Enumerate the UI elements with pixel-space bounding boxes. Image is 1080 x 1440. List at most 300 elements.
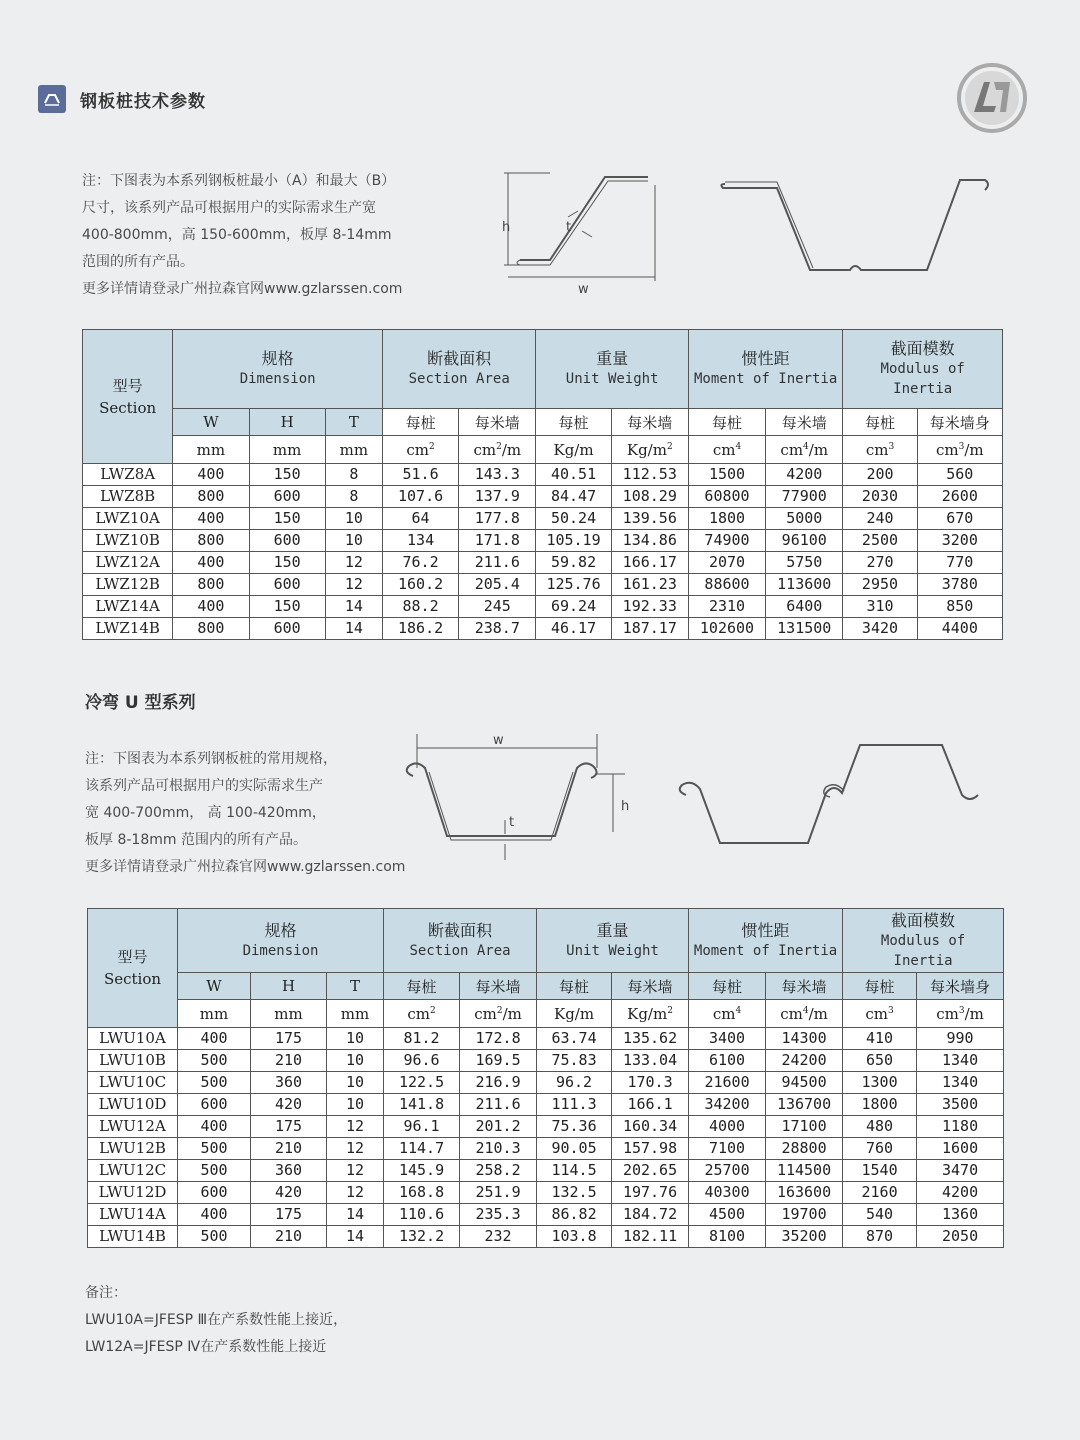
value-cell: 35200 bbox=[766, 1226, 843, 1248]
value-cell: 51.6 bbox=[382, 464, 458, 486]
model-cell: LWU12D bbox=[88, 1182, 178, 1204]
value-cell: 5750 bbox=[766, 552, 843, 574]
value-cell: 10 bbox=[327, 1094, 384, 1116]
section-header bbox=[38, 85, 206, 113]
value-cell: 12 bbox=[327, 1182, 384, 1204]
value-cell: 103.8 bbox=[537, 1226, 612, 1248]
footnote-line: 备注： bbox=[85, 1285, 127, 1301]
unit-cell: $cm^2$ bbox=[382, 436, 458, 464]
z-unit-row bbox=[83, 436, 1003, 464]
value-cell: 800 bbox=[173, 618, 249, 640]
unit-cell: $cm^4/m$ bbox=[766, 436, 843, 464]
value-cell: 2050 bbox=[917, 1226, 1004, 1248]
value-cell: 150 bbox=[249, 596, 325, 618]
table-row bbox=[88, 1050, 1004, 1072]
sub-header-cell: 每米墙 bbox=[460, 973, 537, 1000]
value-cell: 400 bbox=[173, 552, 249, 574]
dimension-header-cell: 规格 Dimension bbox=[173, 330, 383, 409]
value-cell: 600 bbox=[249, 530, 325, 552]
sub-header-cell: T bbox=[325, 409, 382, 436]
value-cell: 59.82 bbox=[536, 552, 611, 574]
value-cell: 96.6 bbox=[384, 1050, 460, 1072]
value-cell: 10 bbox=[325, 508, 382, 530]
value-cell: 251.9 bbox=[460, 1182, 537, 1204]
value-cell: 12 bbox=[327, 1160, 384, 1182]
value-cell: 134 bbox=[382, 530, 458, 552]
value-cell: 258.2 bbox=[460, 1160, 537, 1182]
value-cell: 420 bbox=[251, 1182, 327, 1204]
value-cell: 114500 bbox=[766, 1160, 843, 1182]
unit-cell: mm bbox=[325, 436, 382, 464]
value-cell: 270 bbox=[843, 552, 917, 574]
value-cell: 192.33 bbox=[611, 596, 688, 618]
value-cell: 150 bbox=[249, 508, 325, 530]
value-cell: 200 bbox=[843, 464, 917, 486]
value-cell: 160.2 bbox=[382, 574, 458, 596]
value-cell: 113600 bbox=[766, 574, 843, 596]
value-cell: 400 bbox=[173, 596, 249, 618]
u-series-note bbox=[85, 746, 405, 881]
dimension-header-cell: 规格 Dimension bbox=[178, 909, 384, 973]
value-cell: 1340 bbox=[917, 1050, 1004, 1072]
sub-header-cell: T bbox=[327, 973, 384, 1000]
value-cell: 8 bbox=[325, 486, 382, 508]
footnote bbox=[85, 1280, 347, 1361]
value-cell: 161.23 bbox=[611, 574, 688, 596]
sub-header-cell: 每米墙 bbox=[766, 973, 843, 1000]
value-cell: 74900 bbox=[688, 530, 765, 552]
unit-cell: $cm^4$ bbox=[688, 436, 765, 464]
model-cell: LWU10B bbox=[88, 1050, 178, 1072]
sub-header-cell: 每桩 bbox=[688, 409, 765, 436]
value-cell: 14 bbox=[325, 618, 382, 640]
value-cell: 163600 bbox=[766, 1182, 843, 1204]
table-row bbox=[88, 1116, 1004, 1138]
larssen-logo bbox=[956, 62, 1028, 134]
value-cell: 21600 bbox=[689, 1072, 766, 1094]
value-cell: 205.4 bbox=[459, 574, 536, 596]
value-cell: 560 bbox=[917, 464, 1002, 486]
sub-header-cell: 每桩 bbox=[843, 409, 917, 436]
value-cell: 177.8 bbox=[459, 508, 536, 530]
value-cell: 122.5 bbox=[384, 1072, 460, 1094]
value-cell: 210 bbox=[251, 1138, 327, 1160]
value-cell: 760 bbox=[843, 1138, 917, 1160]
value-cell: 169.5 bbox=[460, 1050, 537, 1072]
value-cell: 1300 bbox=[843, 1072, 917, 1094]
sub-header-cell: 每桩 bbox=[843, 973, 917, 1000]
note-line: 板厚 8-18mm 范围内的所有产品。 bbox=[85, 832, 307, 848]
value-cell: 800 bbox=[173, 530, 249, 552]
u-series-table-body bbox=[88, 1028, 1004, 1248]
z-profile-dimension-diagram bbox=[490, 165, 670, 300]
value-cell: 400 bbox=[178, 1028, 251, 1050]
model-cell: LWZ8B bbox=[83, 486, 173, 508]
value-cell: 211.6 bbox=[459, 552, 536, 574]
modulus-header-cell: 截面模数 Modulus of Inertia bbox=[843, 330, 1003, 409]
value-cell: 94500 bbox=[766, 1072, 843, 1094]
value-cell: 235.3 bbox=[460, 1204, 537, 1226]
table-row bbox=[88, 1094, 1004, 1116]
value-cell: 133.04 bbox=[612, 1050, 689, 1072]
value-cell: 240 bbox=[843, 508, 917, 530]
model-cell: LWU12C bbox=[88, 1160, 178, 1182]
value-cell: 114.7 bbox=[384, 1138, 460, 1160]
value-cell: 136700 bbox=[766, 1094, 843, 1116]
value-cell: 201.2 bbox=[460, 1116, 537, 1138]
value-cell: 500 bbox=[178, 1138, 251, 1160]
value-cell: 1800 bbox=[688, 508, 765, 530]
value-cell: 75.83 bbox=[537, 1050, 612, 1072]
value-cell: 2160 bbox=[843, 1182, 917, 1204]
value-cell: 19700 bbox=[766, 1204, 843, 1226]
value-cell: 175 bbox=[251, 1204, 327, 1226]
value-cell: 3400 bbox=[689, 1028, 766, 1050]
table-row bbox=[83, 530, 1003, 552]
table-row bbox=[83, 618, 1003, 640]
sub-header-cell: H bbox=[251, 973, 327, 1000]
model-cell: LWU14A bbox=[88, 1204, 178, 1226]
value-cell: 400 bbox=[178, 1116, 251, 1138]
value-cell: 14300 bbox=[766, 1028, 843, 1050]
value-cell: 186.2 bbox=[382, 618, 458, 640]
u-diagram-h-label: h bbox=[621, 799, 630, 814]
weight-header-cell: 重量 Unit Weight bbox=[537, 909, 689, 973]
sub-header-cell: 每米墙身 bbox=[917, 409, 1002, 436]
value-cell: 1500 bbox=[688, 464, 765, 486]
value-cell: 500 bbox=[178, 1050, 251, 1072]
z-diagram-t-label: t bbox=[566, 220, 572, 235]
value-cell: 132.5 bbox=[537, 1182, 612, 1204]
model-cell: LWU10C bbox=[88, 1072, 178, 1094]
value-cell: 210 bbox=[251, 1226, 327, 1248]
value-cell: 187.17 bbox=[611, 618, 688, 640]
value-cell: 14 bbox=[327, 1226, 384, 1248]
value-cell: 210.3 bbox=[460, 1138, 537, 1160]
table-row bbox=[83, 464, 1003, 486]
value-cell: 86.82 bbox=[537, 1204, 612, 1226]
value-cell: 400 bbox=[173, 508, 249, 530]
value-cell: 238.7 bbox=[459, 618, 536, 640]
value-cell: 3200 bbox=[917, 530, 1002, 552]
value-cell: 1180 bbox=[917, 1116, 1004, 1138]
value-cell: 8100 bbox=[689, 1226, 766, 1248]
value-cell: 420 bbox=[251, 1094, 327, 1116]
value-cell: 75.36 bbox=[537, 1116, 612, 1138]
model-cell: LWZ14A bbox=[83, 596, 173, 618]
value-cell: 88.2 bbox=[382, 596, 458, 618]
value-cell: 12 bbox=[327, 1116, 384, 1138]
value-cell: 600 bbox=[249, 574, 325, 596]
value-cell: 10 bbox=[327, 1050, 384, 1072]
value-cell: 7100 bbox=[689, 1138, 766, 1160]
sub-header-cell: 每米墙 bbox=[766, 409, 843, 436]
value-cell: 600 bbox=[178, 1094, 251, 1116]
value-cell: 17100 bbox=[766, 1116, 843, 1138]
value-cell: 77900 bbox=[766, 486, 843, 508]
model-cell: LWU10D bbox=[88, 1094, 178, 1116]
value-cell: 170.3 bbox=[612, 1072, 689, 1094]
value-cell: 3420 bbox=[843, 618, 917, 640]
value-cell: 4000 bbox=[689, 1116, 766, 1138]
value-cell: 111.3 bbox=[537, 1094, 612, 1116]
value-cell: 182.11 bbox=[612, 1226, 689, 1248]
model-cell: LWZ10A bbox=[83, 508, 173, 530]
value-cell: 131500 bbox=[766, 618, 843, 640]
value-cell: 166.1 bbox=[612, 1094, 689, 1116]
value-cell: 132.2 bbox=[384, 1226, 460, 1248]
z-diagram-h-label: h bbox=[502, 220, 511, 235]
unit-cell: $cm^2$ bbox=[384, 1000, 460, 1028]
value-cell: 3500 bbox=[917, 1094, 1004, 1116]
sub-header-cell: 每米墙 bbox=[459, 409, 536, 436]
value-cell: 770 bbox=[917, 552, 1002, 574]
value-cell: 157.98 bbox=[612, 1138, 689, 1160]
value-cell: 28800 bbox=[766, 1138, 843, 1160]
value-cell: 2030 bbox=[843, 486, 917, 508]
value-cell: 990 bbox=[917, 1028, 1004, 1050]
value-cell: 10 bbox=[327, 1072, 384, 1094]
area-header-cell: 断截面积 Section Area bbox=[382, 330, 535, 409]
sub-header-cell: 每桩 bbox=[384, 973, 460, 1000]
u-diagram-w-label: w bbox=[493, 733, 504, 748]
value-cell: 245 bbox=[459, 596, 536, 618]
unit-cell: Kg/m bbox=[536, 436, 611, 464]
value-cell: 150 bbox=[249, 552, 325, 574]
value-cell: 3470 bbox=[917, 1160, 1004, 1182]
value-cell: 600 bbox=[249, 618, 325, 640]
sub-header-cell: 每桩 bbox=[536, 409, 611, 436]
z-series-table-body bbox=[83, 464, 1003, 640]
z-subheader-row bbox=[83, 409, 1003, 436]
model-cell: LWU14B bbox=[88, 1226, 178, 1248]
value-cell: 10 bbox=[325, 530, 382, 552]
value-cell: 14 bbox=[325, 596, 382, 618]
value-cell: 46.17 bbox=[536, 618, 611, 640]
value-cell: 2310 bbox=[688, 596, 765, 618]
value-cell: 175 bbox=[251, 1028, 327, 1050]
value-cell: 137.9 bbox=[459, 486, 536, 508]
value-cell: 5000 bbox=[766, 508, 843, 530]
value-cell: 4400 bbox=[917, 618, 1002, 640]
value-cell: 110.6 bbox=[384, 1204, 460, 1226]
table-row bbox=[88, 1072, 1004, 1094]
value-cell: 2600 bbox=[917, 486, 1002, 508]
value-cell: 134.86 bbox=[611, 530, 688, 552]
value-cell: 172.8 bbox=[460, 1028, 537, 1050]
unit-cell: $Kg/m^2$ bbox=[611, 436, 688, 464]
table-row bbox=[83, 486, 1003, 508]
value-cell: 60800 bbox=[688, 486, 765, 508]
value-cell: 500 bbox=[178, 1226, 251, 1248]
value-cell: 6400 bbox=[766, 596, 843, 618]
unit-cell: mm bbox=[249, 436, 325, 464]
value-cell: 1340 bbox=[917, 1072, 1004, 1094]
value-cell: 139.56 bbox=[611, 508, 688, 530]
value-cell: 800 bbox=[173, 486, 249, 508]
value-cell: 96.2 bbox=[537, 1072, 612, 1094]
value-cell: 12 bbox=[327, 1138, 384, 1160]
value-cell: 76.2 bbox=[382, 552, 458, 574]
value-cell: 480 bbox=[843, 1116, 917, 1138]
value-cell: 34200 bbox=[689, 1094, 766, 1116]
model-cell: LWU12A bbox=[88, 1116, 178, 1138]
sub-header-cell: W bbox=[178, 973, 251, 1000]
u-unit-row bbox=[88, 1000, 1004, 1028]
table-row bbox=[88, 1160, 1004, 1182]
note-line: 尺寸，该系列产品可根据用户的实际需求生产宽 bbox=[82, 200, 376, 216]
value-cell: 145.9 bbox=[384, 1160, 460, 1182]
model-cell: LWZ8A bbox=[83, 464, 173, 486]
value-cell: 6100 bbox=[689, 1050, 766, 1072]
sub-header-cell: H bbox=[249, 409, 325, 436]
table-row bbox=[88, 1182, 1004, 1204]
u-series-spec-table bbox=[87, 908, 1004, 1248]
value-cell: 360 bbox=[251, 1160, 327, 1182]
sub-header-cell: 每桩 bbox=[537, 973, 612, 1000]
value-cell: 81.2 bbox=[384, 1028, 460, 1050]
value-cell: 500 bbox=[178, 1160, 251, 1182]
value-cell: 166.17 bbox=[611, 552, 688, 574]
footnote-line: LWU10A=JFESP Ⅲ在产系数性能上接近， bbox=[85, 1312, 348, 1328]
value-cell: 400 bbox=[178, 1204, 251, 1226]
value-cell: 500 bbox=[178, 1072, 251, 1094]
value-cell: 4500 bbox=[689, 1204, 766, 1226]
value-cell: 25700 bbox=[689, 1160, 766, 1182]
value-cell: 1360 bbox=[917, 1204, 1004, 1226]
footnote-line: LW12A=JFESP Ⅳ在产系数性能上接近 bbox=[85, 1339, 327, 1355]
value-cell: 96100 bbox=[766, 530, 843, 552]
value-cell: 102600 bbox=[688, 618, 765, 640]
value-cell: 175 bbox=[251, 1116, 327, 1138]
model-cell: LWZ12A bbox=[83, 552, 173, 574]
sheet-pile-icon bbox=[38, 85, 66, 113]
value-cell: 160.34 bbox=[612, 1116, 689, 1138]
note-line: 更多详情请登录广州拉森官网www.gzlarssen.com bbox=[82, 281, 403, 297]
sub-header-cell: 每桩 bbox=[689, 973, 766, 1000]
value-cell: 870 bbox=[843, 1226, 917, 1248]
value-cell: 310 bbox=[843, 596, 917, 618]
u-diagram-t-label: t bbox=[509, 815, 515, 830]
value-cell: 202.65 bbox=[612, 1160, 689, 1182]
value-cell: 10 bbox=[327, 1028, 384, 1050]
unit-cell: $Kg/m^2$ bbox=[612, 1000, 689, 1028]
area-header-cell: 断截面积 Section Area bbox=[384, 909, 537, 973]
value-cell: 670 bbox=[917, 508, 1002, 530]
value-cell: 4200 bbox=[766, 464, 843, 486]
note-line: 范围的所有产品。 bbox=[82, 254, 194, 270]
unit-cell: mm bbox=[251, 1000, 327, 1028]
value-cell: 112.53 bbox=[611, 464, 688, 486]
value-cell: 88600 bbox=[688, 574, 765, 596]
value-cell: 410 bbox=[843, 1028, 917, 1050]
value-cell: 184.72 bbox=[612, 1204, 689, 1226]
value-cell: 600 bbox=[178, 1182, 251, 1204]
sub-header-cell: 每米墙 bbox=[611, 409, 688, 436]
value-cell: 2950 bbox=[843, 574, 917, 596]
value-cell: 168.8 bbox=[384, 1182, 460, 1204]
value-cell: 114.5 bbox=[537, 1160, 612, 1182]
table-row bbox=[88, 1204, 1004, 1226]
u-profile-wall-diagram bbox=[670, 735, 995, 853]
value-cell: 40300 bbox=[689, 1182, 766, 1204]
note-line: 宽 400-700mm， 高 100-420mm， bbox=[85, 805, 326, 821]
value-cell: 143.3 bbox=[459, 464, 536, 486]
value-cell: 800 bbox=[173, 574, 249, 596]
value-cell: 1800 bbox=[843, 1094, 917, 1116]
value-cell: 850 bbox=[917, 596, 1002, 618]
value-cell: 600 bbox=[249, 486, 325, 508]
unit-cell: Kg/m bbox=[537, 1000, 612, 1028]
table-row bbox=[88, 1138, 1004, 1160]
value-cell: 135.62 bbox=[612, 1028, 689, 1050]
z-profile-wall-diagram bbox=[715, 170, 1000, 280]
z-series-note bbox=[82, 168, 402, 303]
section-header-cell: 型号 Section bbox=[88, 909, 178, 1028]
unit-cell: mm bbox=[178, 1000, 251, 1028]
value-cell: 105.19 bbox=[536, 530, 611, 552]
value-cell: 64 bbox=[382, 508, 458, 530]
value-cell: 150 bbox=[249, 464, 325, 486]
value-cell: 69.24 bbox=[536, 596, 611, 618]
model-cell: LWZ10B bbox=[83, 530, 173, 552]
value-cell: 1600 bbox=[917, 1138, 1004, 1160]
value-cell: 84.47 bbox=[536, 486, 611, 508]
model-cell: LWZ12B bbox=[83, 574, 173, 596]
value-cell: 108.29 bbox=[611, 486, 688, 508]
value-cell: 210 bbox=[251, 1050, 327, 1072]
table-row bbox=[83, 574, 1003, 596]
table-row bbox=[88, 1226, 1004, 1248]
weight-header-cell: 重量 Unit Weight bbox=[536, 330, 688, 409]
unit-cell: mm bbox=[327, 1000, 384, 1028]
value-cell: 63.74 bbox=[537, 1028, 612, 1050]
note-line: 注：下图表为本系列钢板桩最小（A）和最大（B） bbox=[82, 173, 396, 189]
unit-cell: $cm^3$ bbox=[843, 1000, 917, 1028]
inertia-header-cell: 惯性距 Moment of Inertia bbox=[689, 909, 843, 973]
sub-header-cell: 每桩 bbox=[382, 409, 458, 436]
unit-cell: $cm^2/m$ bbox=[460, 1000, 537, 1028]
value-cell: 8 bbox=[325, 464, 382, 486]
value-cell: 540 bbox=[843, 1204, 917, 1226]
value-cell: 107.6 bbox=[382, 486, 458, 508]
u-subheader-row bbox=[88, 973, 1004, 1000]
value-cell: 4200 bbox=[917, 1182, 1004, 1204]
unit-cell: $cm^2/m$ bbox=[459, 436, 536, 464]
unit-cell: $cm^3/m$ bbox=[917, 1000, 1004, 1028]
unit-cell: $cm^3/m$ bbox=[917, 436, 1002, 464]
value-cell: 40.51 bbox=[536, 464, 611, 486]
u-series-title: 冷弯 U 型系列 bbox=[85, 693, 196, 713]
sub-header-cell: W bbox=[173, 409, 249, 436]
value-cell: 125.76 bbox=[536, 574, 611, 596]
unit-cell: $cm^4/m$ bbox=[766, 1000, 843, 1028]
value-cell: 171.8 bbox=[459, 530, 536, 552]
value-cell: 96.1 bbox=[384, 1116, 460, 1138]
value-cell: 650 bbox=[843, 1050, 917, 1072]
modulus-header-cell: 截面模数 Modulus of Inertia bbox=[843, 909, 1004, 973]
value-cell: 1540 bbox=[843, 1160, 917, 1182]
value-cell: 141.8 bbox=[384, 1094, 460, 1116]
value-cell: 12 bbox=[325, 574, 382, 596]
sub-header-cell: 每米墙身 bbox=[917, 973, 1004, 1000]
model-cell: LWZ14B bbox=[83, 618, 173, 640]
value-cell: 24200 bbox=[766, 1050, 843, 1072]
table-row bbox=[88, 1028, 1004, 1050]
value-cell: 2500 bbox=[843, 530, 917, 552]
value-cell: 211.6 bbox=[460, 1094, 537, 1116]
unit-cell: $cm^3$ bbox=[843, 436, 917, 464]
